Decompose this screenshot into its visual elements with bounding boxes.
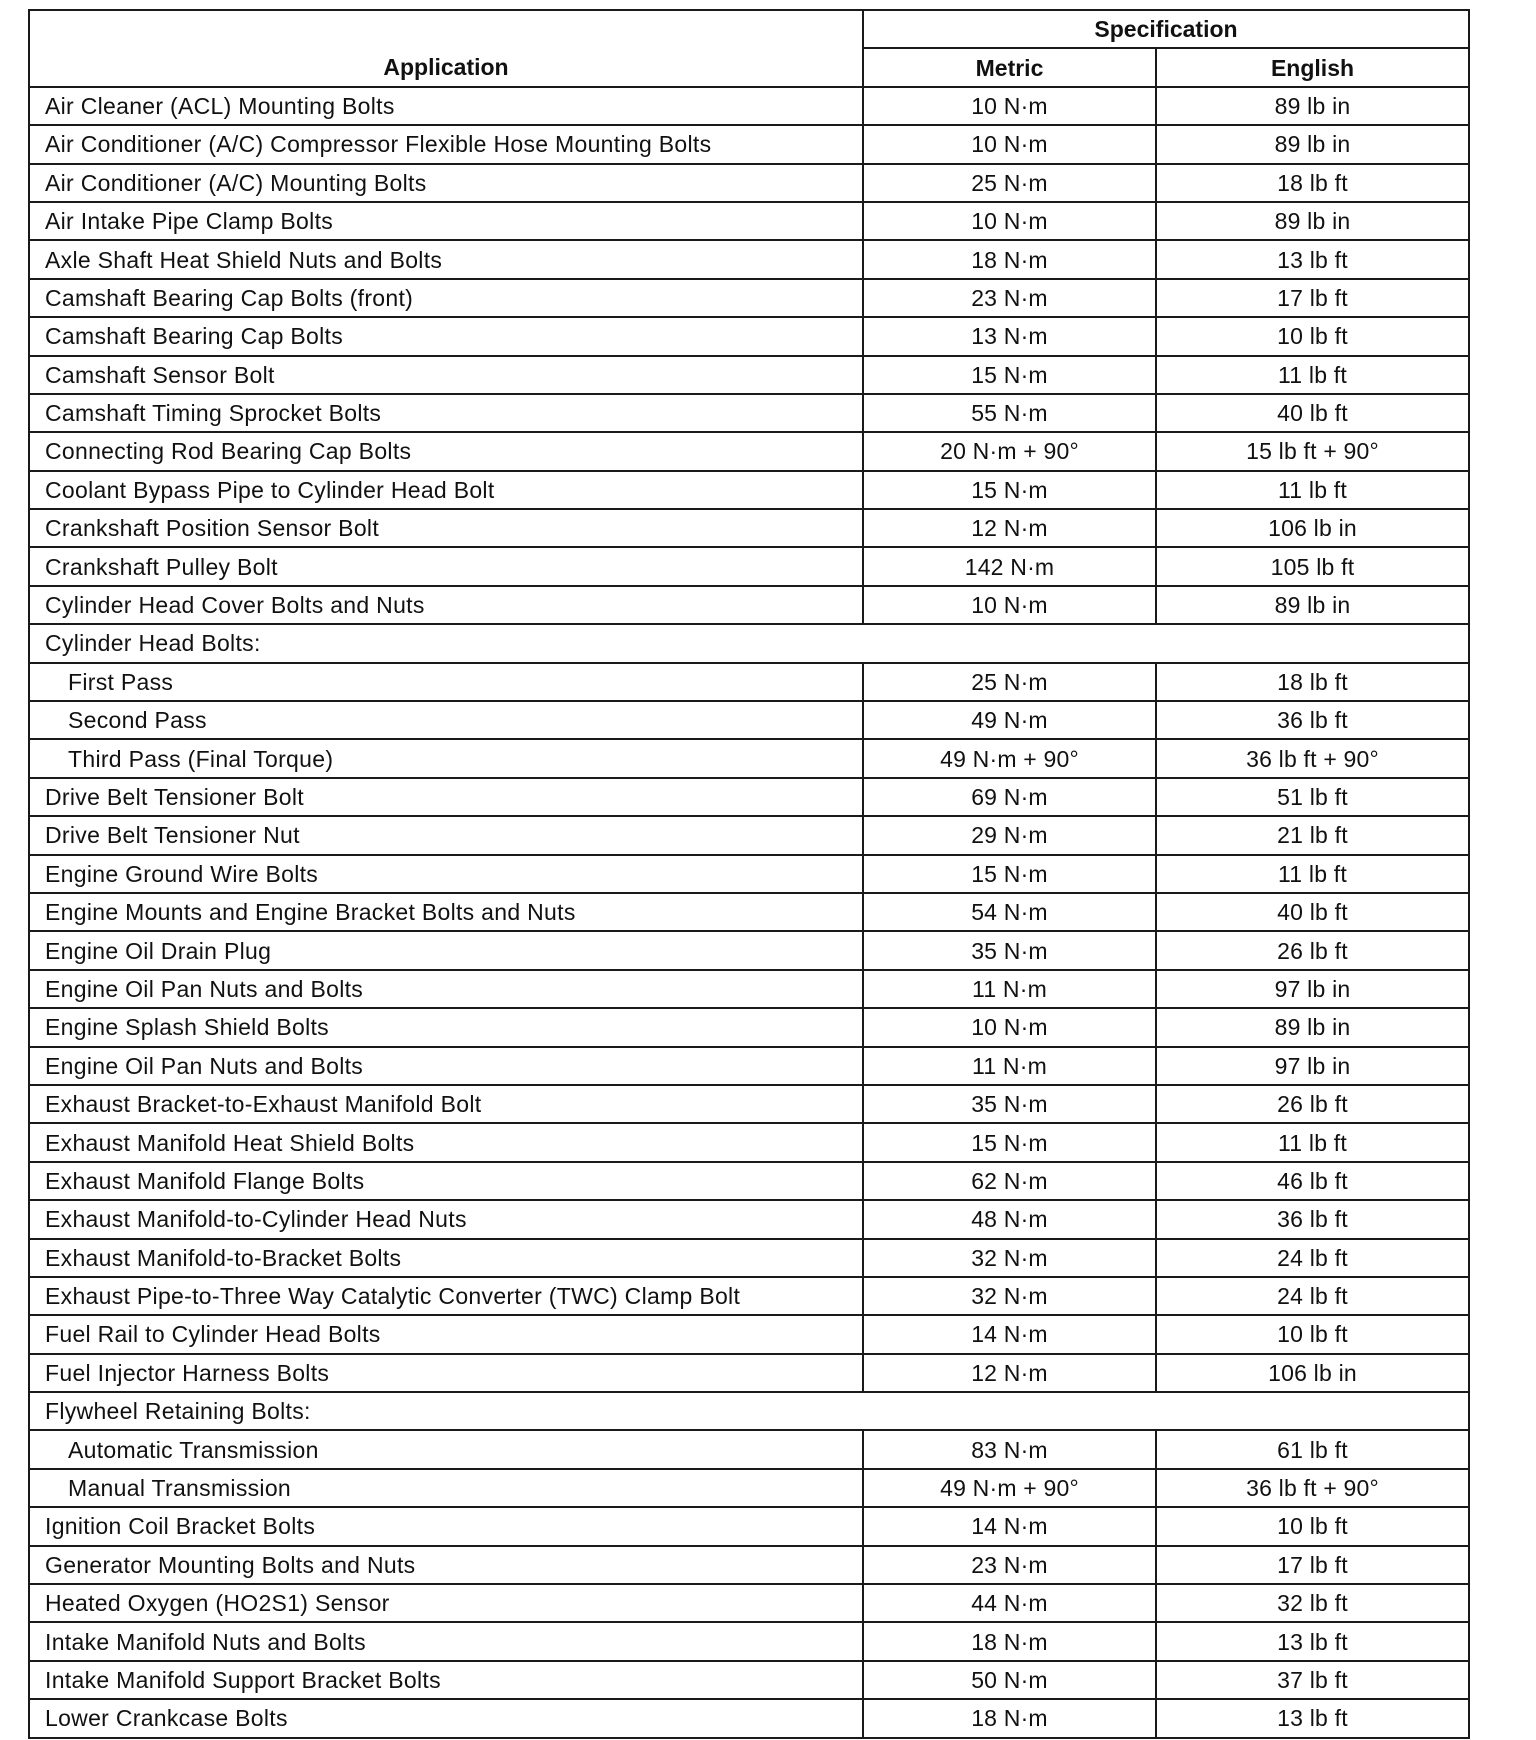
metric-cell: 10 N·m [863, 586, 1156, 624]
english-cell: 36 lb ft + 90° [1156, 739, 1469, 777]
english-cell: 37 lb ft [1156, 1661, 1469, 1699]
english-cell: 17 lb ft [1156, 1546, 1469, 1584]
table-group-row [29, 624, 1469, 662]
table-row [29, 1008, 1469, 1046]
english-cell: 21 lb ft [1156, 816, 1469, 854]
table-row [29, 778, 1469, 816]
table-row [29, 202, 1469, 240]
metric-cell: 29 N·m [863, 816, 1156, 854]
table-row [29, 663, 1469, 701]
application-cell: Cylinder Head Cover Bolts and Nuts [29, 586, 863, 624]
english-cell: 36 lb ft + 90° [1156, 1469, 1469, 1507]
metric-cell: 55 N·m [863, 394, 1156, 432]
table-row [29, 1430, 1469, 1468]
english-cell: 36 lb ft [1156, 701, 1469, 739]
table-row [29, 279, 1469, 317]
table-row [29, 1507, 1469, 1545]
table-row [29, 432, 1469, 470]
metric-cell: 18 N·m [863, 1622, 1156, 1660]
english-cell: 13 lb ft [1156, 1622, 1469, 1660]
english-cell: 40 lb ft [1156, 394, 1469, 432]
table-row [29, 1162, 1469, 1200]
table-row [29, 1469, 1469, 1507]
metric-cell: 142 N·m [863, 547, 1156, 585]
application-cell: Drive Belt Tensioner Nut [29, 816, 863, 854]
english-cell: 89 lb in [1156, 1008, 1469, 1046]
metric-cell: 50 N·m [863, 1661, 1156, 1699]
metric-cell: 13 N·m [863, 317, 1156, 355]
application-cell: Intake Manifold Nuts and Bolts [29, 1622, 863, 1660]
table-row [29, 701, 1469, 739]
metric-cell: 11 N·m [863, 1047, 1156, 1085]
english-cell: 32 lb ft [1156, 1584, 1469, 1622]
english-cell: 13 lb ft [1156, 240, 1469, 278]
table-row [29, 1661, 1469, 1699]
metric-cell: 25 N·m [863, 663, 1156, 701]
table-body [29, 87, 1469, 1738]
english-cell: 15 lb ft + 90° [1156, 432, 1469, 470]
application-cell: Drive Belt Tensioner Bolt [29, 778, 863, 816]
english-cell: 106 lb in [1156, 509, 1469, 547]
application-cell: First Pass [29, 663, 863, 701]
application-cell: Exhaust Pipe-to-Three Way Catalytic Converter (TWC) Clamp Bolt [29, 1277, 863, 1315]
application-cell: Engine Mounts and Engine Bracket Bolts and Nuts [29, 893, 863, 931]
group-label: Cylinder Head Bolts: [29, 624, 1469, 662]
metric-cell: 18 N·m [863, 240, 1156, 278]
application-cell: Engine Oil Pan Nuts and Bolts [29, 970, 863, 1008]
english-cell: 61 lb ft [1156, 1430, 1469, 1468]
english-cell: 10 lb ft [1156, 317, 1469, 355]
table-row [29, 739, 1469, 777]
metric-cell: 32 N·m [863, 1277, 1156, 1315]
english-cell: 97 lb in [1156, 1047, 1469, 1085]
metric-cell: 18 N·m [863, 1699, 1156, 1737]
english-cell: 89 lb in [1156, 125, 1469, 163]
application-cell: Crankshaft Position Sensor Bolt [29, 509, 863, 547]
application-cell: Heated Oxygen (HO2S1) Sensor [29, 1584, 863, 1622]
english-cell: 24 lb ft [1156, 1239, 1469, 1277]
english-cell: 89 lb in [1156, 586, 1469, 624]
table-row [29, 87, 1469, 125]
group-label: Flywheel Retaining Bolts: [29, 1392, 1469, 1430]
english-cell: 18 lb ft [1156, 663, 1469, 701]
metric-cell: 35 N·m [863, 931, 1156, 969]
metric-cell: 23 N·m [863, 279, 1156, 317]
metric-cell: 10 N·m [863, 125, 1156, 163]
metric-cell: 15 N·m [863, 1123, 1156, 1161]
metric-cell: 12 N·m [863, 509, 1156, 547]
application-cell: Intake Manifold Support Bracket Bolts [29, 1661, 863, 1699]
english-cell: 40 lb ft [1156, 893, 1469, 931]
application-cell: Air Conditioner (A/C) Mounting Bolts [29, 164, 863, 202]
metric-cell: 14 N·m [863, 1315, 1156, 1353]
english-cell: 11 lb ft [1156, 855, 1469, 893]
metric-cell: 15 N·m [863, 471, 1156, 509]
application-cell: Crankshaft Pulley Bolt [29, 547, 863, 585]
table-row [29, 356, 1469, 394]
table-row [29, 1699, 1469, 1737]
application-cell: Second Pass [29, 701, 863, 739]
table-row [29, 1200, 1469, 1238]
table-row [29, 1085, 1469, 1123]
application-cell: Camshaft Sensor Bolt [29, 356, 863, 394]
metric-cell: 32 N·m [863, 1239, 1156, 1277]
english-cell: 97 lb in [1156, 970, 1469, 1008]
metric-cell: 14 N·m [863, 1507, 1156, 1545]
metric-cell: 62 N·m [863, 1162, 1156, 1200]
application-cell: Engine Oil Drain Plug [29, 931, 863, 969]
application-cell: Camshaft Timing Sprocket Bolts [29, 394, 863, 432]
english-cell: 11 lb ft [1156, 471, 1469, 509]
english-cell: 26 lb ft [1156, 1085, 1469, 1123]
table-row [29, 240, 1469, 278]
application-cell: Exhaust Bracket-to-Exhaust Manifold Bolt [29, 1085, 863, 1123]
table-row [29, 1354, 1469, 1392]
application-cell: Air Intake Pipe Clamp Bolts [29, 202, 863, 240]
application-cell: Air Conditioner (A/C) Compressor Flexible Hose Mounting Bolts [29, 125, 863, 163]
table-row [29, 855, 1469, 893]
application-cell: Engine Ground Wire Bolts [29, 855, 863, 893]
table-row [29, 816, 1469, 854]
application-cell: Coolant Bypass Pipe to Cylinder Head Bolt [29, 471, 863, 509]
metric-cell: 83 N·m [863, 1430, 1156, 1468]
english-cell: 46 lb ft [1156, 1162, 1469, 1200]
application-cell: Axle Shaft Heat Shield Nuts and Bolts [29, 240, 863, 278]
table-row [29, 970, 1469, 1008]
metric-cell: 48 N·m [863, 1200, 1156, 1238]
table-row [29, 125, 1469, 163]
english-cell: 89 lb in [1156, 202, 1469, 240]
application-cell: Engine Oil Pan Nuts and Bolts [29, 1047, 863, 1085]
table-row [29, 1622, 1469, 1660]
application-cell: Third Pass (Final Torque) [29, 739, 863, 777]
metric-cell: 44 N·m [863, 1584, 1156, 1622]
metric-cell: 54 N·m [863, 893, 1156, 931]
metric-cell: 10 N·m [863, 1008, 1156, 1046]
application-cell: Connecting Rod Bearing Cap Bolts [29, 432, 863, 470]
table-row [29, 1123, 1469, 1161]
application-cell: Ignition Coil Bracket Bolts [29, 1507, 863, 1545]
english-cell: 105 lb ft [1156, 547, 1469, 585]
metric-cell: 12 N·m [863, 1354, 1156, 1392]
application-cell: Exhaust Manifold-to-Bracket Bolts [29, 1239, 863, 1277]
table-row [29, 509, 1469, 547]
application-cell: Manual Transmission [29, 1469, 863, 1507]
metric-cell: 49 N·m [863, 701, 1156, 739]
application-cell: Fuel Injector Harness Bolts [29, 1354, 863, 1392]
application-cell: Camshaft Bearing Cap Bolts [29, 317, 863, 355]
torque-spec-table [28, 9, 1470, 1739]
table-row [29, 1239, 1469, 1277]
english-cell: 51 lb ft [1156, 778, 1469, 816]
english-header: English [1156, 48, 1469, 86]
table-row [29, 164, 1469, 202]
table-row [29, 1546, 1469, 1584]
application-cell: Exhaust Manifold-to-Cylinder Head Nuts [29, 1200, 863, 1238]
metric-cell: 49 N·m + 90° [863, 739, 1156, 777]
metric-cell: 11 N·m [863, 970, 1156, 1008]
application-cell: Exhaust Manifold Heat Shield Bolts [29, 1123, 863, 1161]
metric-cell: 20 N·m + 90° [863, 432, 1156, 470]
metric-cell: 15 N·m [863, 855, 1156, 893]
english-cell: 18 lb ft [1156, 164, 1469, 202]
table-row [29, 1584, 1469, 1622]
english-cell: 26 lb ft [1156, 931, 1469, 969]
english-cell: 10 lb ft [1156, 1507, 1469, 1545]
table-row [29, 1315, 1469, 1353]
metric-cell: 10 N·m [863, 87, 1156, 125]
metric-cell: 15 N·m [863, 356, 1156, 394]
application-cell: Air Cleaner (ACL) Mounting Bolts [29, 87, 863, 125]
metric-cell: 23 N·m [863, 1546, 1156, 1584]
application-cell: Generator Mounting Bolts and Nuts [29, 1546, 863, 1584]
metric-header: Metric [863, 48, 1156, 86]
english-cell: 36 lb ft [1156, 1200, 1469, 1238]
english-cell: 10 lb ft [1156, 1315, 1469, 1353]
table-row [29, 893, 1469, 931]
table-group-row [29, 1392, 1469, 1430]
english-cell: 24 lb ft [1156, 1277, 1469, 1315]
application-cell: Engine Splash Shield Bolts [29, 1008, 863, 1046]
metric-cell: 69 N·m [863, 778, 1156, 816]
metric-cell: 35 N·m [863, 1085, 1156, 1123]
table-row [29, 1277, 1469, 1315]
metric-cell: 10 N·m [863, 202, 1156, 240]
english-cell: 11 lb ft [1156, 356, 1469, 394]
english-cell: 89 lb in [1156, 87, 1469, 125]
english-cell: 106 lb in [1156, 1354, 1469, 1392]
table-row [29, 547, 1469, 585]
table-row [29, 317, 1469, 355]
application-header: Application [29, 10, 863, 87]
application-cell: Exhaust Manifold Flange Bolts [29, 1162, 863, 1200]
table-row [29, 1047, 1469, 1085]
application-cell: Automatic Transmission [29, 1430, 863, 1468]
table-row [29, 471, 1469, 509]
application-cell: Fuel Rail to Cylinder Head Bolts [29, 1315, 863, 1353]
english-cell: 11 lb ft [1156, 1123, 1469, 1161]
metric-cell: 49 N·m + 90° [863, 1469, 1156, 1507]
table-row [29, 586, 1469, 624]
application-cell: Camshaft Bearing Cap Bolts (front) [29, 279, 863, 317]
table-row [29, 931, 1469, 969]
table-header [29, 10, 1469, 87]
application-cell: Lower Crankcase Bolts [29, 1699, 863, 1737]
specification-header: Specification [863, 10, 1469, 48]
english-cell: 17 lb ft [1156, 279, 1469, 317]
english-cell: 13 lb ft [1156, 1699, 1469, 1737]
metric-cell: 25 N·m [863, 164, 1156, 202]
table-row [29, 394, 1469, 432]
